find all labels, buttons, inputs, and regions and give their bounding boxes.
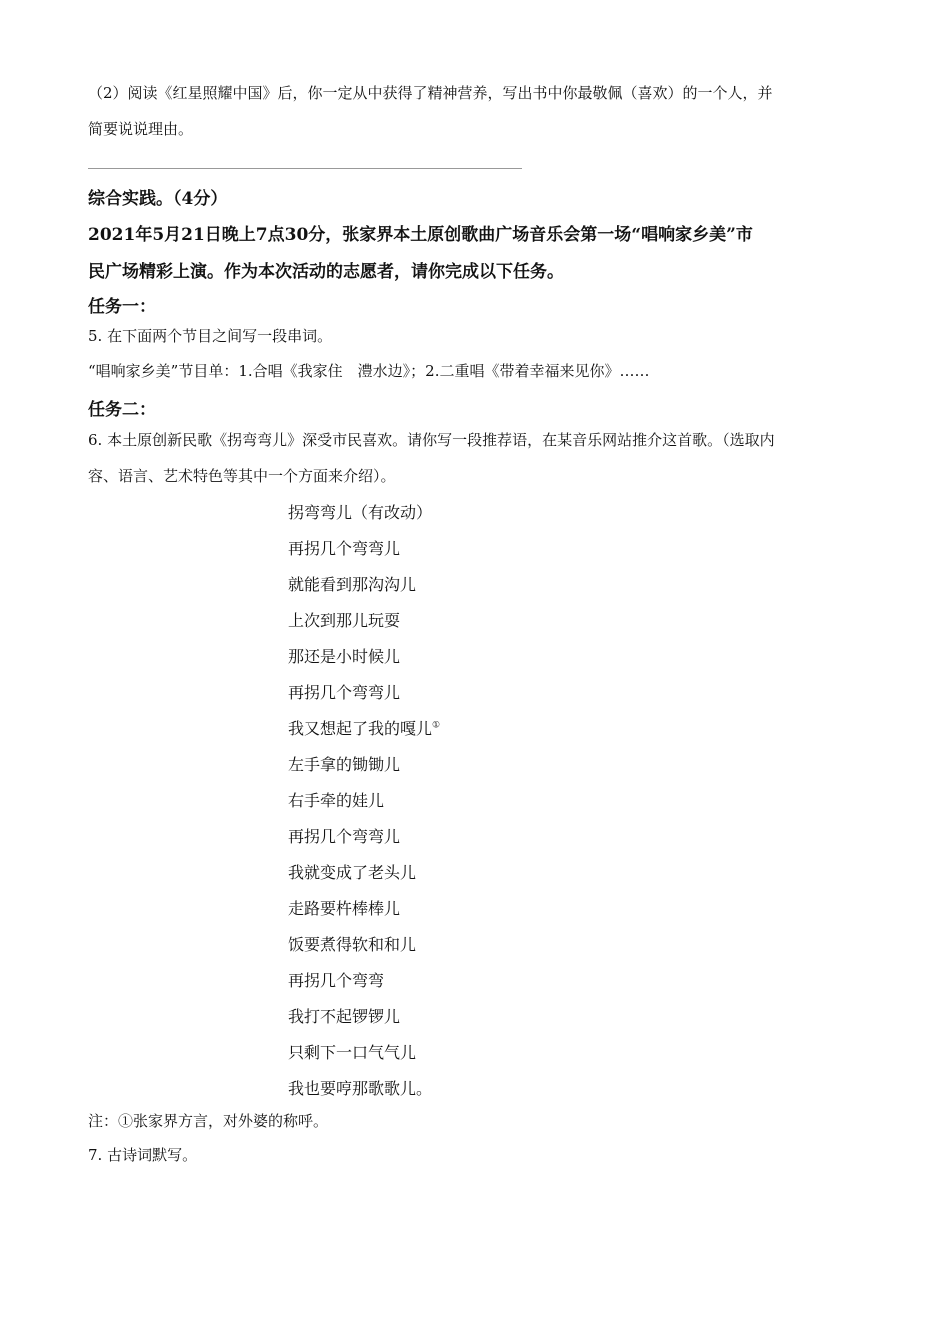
poem-line: 我也要哼那歌歌儿。 — [288, 1079, 433, 1098]
q6-line-2: 容、语言、艺术特色等其中一个方面来介绍）。 — [88, 467, 396, 485]
poem-line: 我又想起了我的嘎儿 — [288, 719, 433, 738]
section-intro-line-1: 2021年5月21日晚上7点30分，张家界本土原创歌曲广场音乐会第一场“唱响家乡美”市 — [88, 225, 753, 245]
poem-line: 右手牵的娃儿 — [288, 791, 385, 810]
program-list: “唱响家乡美”节目单：1.合唱《我家住 澧水边》；2.二重唱《带着幸福来见你》…… — [88, 362, 650, 380]
poem-line-with-footnote — [288, 716, 440, 739]
q6-line-1: 6. 本土原创新民歌《拐弯弯儿》深受市民喜欢。请你写一段推荐语，在某音乐网站推介这首歌。（选取内 — [88, 431, 775, 449]
poem-line: 再拐几个弯弯儿 — [288, 683, 401, 702]
q2-line-1: （2）阅读《红星照耀中国》后，你一定从中获得了精神营养，写出书中你最敬佩（喜欢）的一个人，并 — [88, 84, 773, 102]
poem-line: 我就变成了老头儿 — [288, 863, 417, 882]
poem-line: 那还是小时候儿 — [288, 647, 401, 666]
poem-line: 我打不起锣锣儿 — [288, 1007, 401, 1026]
poem-line: 再拐几个弯弯儿 — [288, 827, 401, 846]
poem-line: 左手拿的锄锄儿 — [288, 755, 401, 774]
section-heading: 综合实践。（4分） — [88, 189, 228, 209]
task1-heading: 任务一： — [88, 297, 156, 317]
q5-text: 5. 在下面两个节目之间写一段串词。 — [88, 327, 333, 345]
task2-heading: 任务二： — [88, 400, 156, 420]
q2-line-2: 简要说说理由。 — [88, 120, 194, 138]
q7-text: 7. 古诗词默写。 — [88, 1146, 198, 1164]
footnote-note: 注：①张家界方言，对外婆的称呼。 — [88, 1112, 329, 1130]
poem-line: 再拐几个弯弯 — [288, 971, 385, 990]
footnote-mark: ① — [432, 720, 441, 731]
section-intro-line-2: 民广场精彩上演。作为本次活动的志愿者，请你完成以下任务。 — [88, 262, 564, 282]
poem-line: 饭要煮得软和和儿 — [288, 935, 417, 954]
poem-line: 上次到那儿玩耍 — [288, 611, 401, 630]
answer-underline — [88, 168, 522, 169]
poem-line: 再拐几个弯弯儿 — [288, 539, 401, 558]
poem-line: 走路要杵棒棒儿 — [288, 899, 401, 918]
poem-title: 拐弯弯儿（有改动） — [288, 503, 433, 522]
poem-line: 只剩下一口气气儿 — [288, 1043, 417, 1062]
poem-line: 就能看到那沟沟儿 — [288, 575, 417, 594]
